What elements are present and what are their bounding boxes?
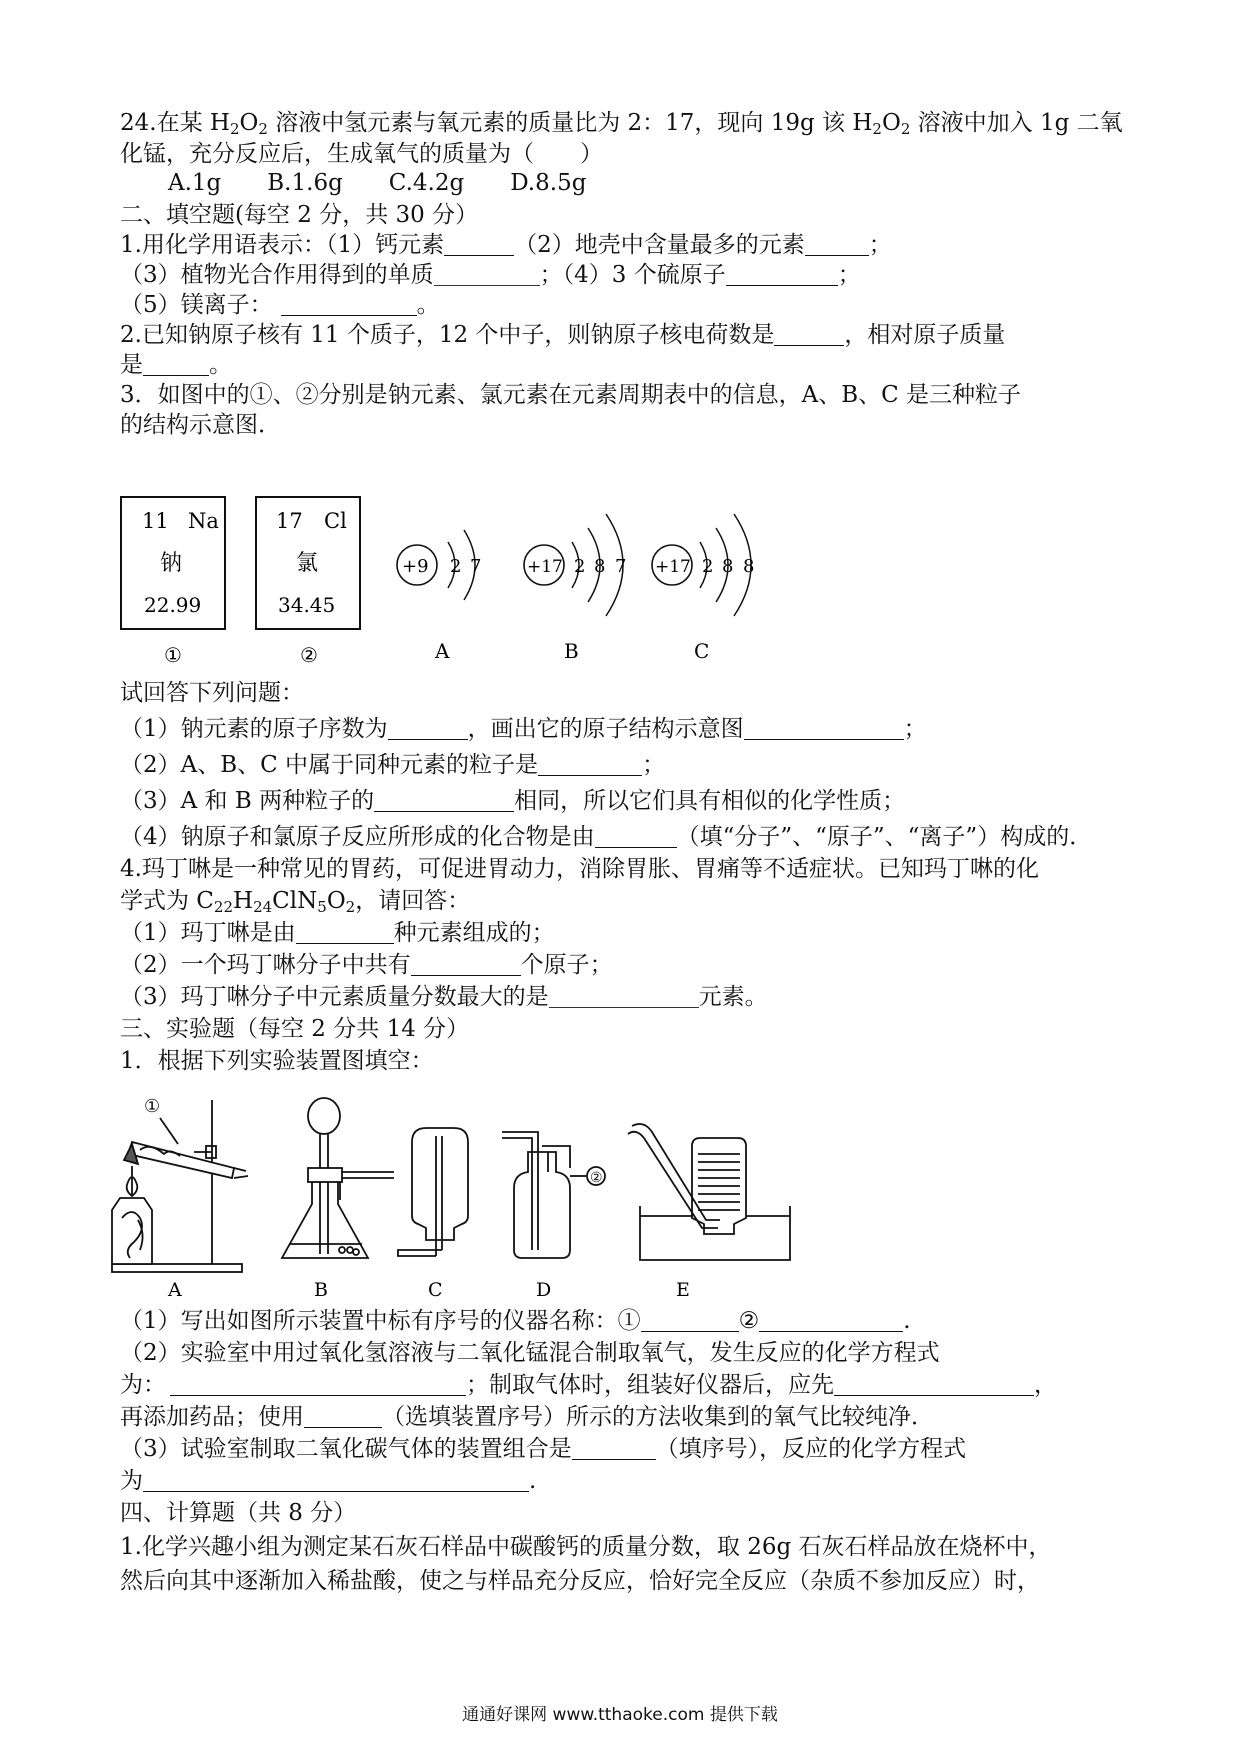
element-figure: [110, 490, 810, 670]
svg-text:C: C: [694, 639, 710, 663]
blank[interactable]: [641, 1307, 739, 1332]
blank[interactable]: [388, 715, 468, 740]
svg-text:2: 2: [450, 556, 462, 577]
svg-text:D: D: [536, 1279, 552, 1300]
svg-text:Cl: Cl: [324, 509, 347, 533]
s2-q3-sub1: （1）钠元素的原子序数为 ，画出它的原子结构示意图 ；: [120, 716, 927, 742]
s2-q3-line1: 3．如图中的①、②分别是钠元素、氯元素在元素周期表中的信息，A、B、C 是三种粒子: [120, 382, 1022, 408]
blank[interactable]: [726, 261, 838, 286]
svg-text:B: B: [314, 1279, 328, 1300]
q24-line2: 化锰，充分反应后，生成氧气的质量为（ ）: [120, 141, 603, 167]
blank[interactable]: [538, 751, 642, 776]
svg-text:+9: +9: [402, 556, 429, 577]
s2-q4-line1: 4.玛丁啉是一种常见的胃药，可促进胃动力，消除胃胀、胃痛等不适症状。已知玛丁啉的化: [120, 856, 1039, 882]
choice-a: A.1g: [168, 170, 222, 196]
s2-q4-sub3: （3）玛丁啉分子中元素质量分数最大的是 元素。: [120, 984, 768, 1010]
choice-c: C.4.2g: [388, 170, 465, 196]
section3-title: 三、实验题（每空 2 分共 14 分）: [120, 1016, 470, 1042]
blank[interactable]: [549, 983, 699, 1008]
q24-line1: 24.在某 $H_2O_2$ 溶液中氢元素与氧元素的质量比为 2：17，现向 19g 该 $H_2O_2$ 溶液中加入 1g 二氧: [120, 110, 1123, 138]
svg-text:C: C: [428, 1279, 443, 1300]
s3-sub3-line2: 为 .: [120, 1468, 537, 1494]
svg-text:+17: +17: [527, 557, 563, 577]
choice-d: D.8.5g: [510, 170, 587, 196]
svg-text:22.99: 22.99: [144, 593, 202, 617]
apparatus-b: [282, 1098, 394, 1258]
s2-q4-line2: 学式为 $C_{22}H_{24}ClN_5O_2$，请回答：: [120, 888, 471, 916]
blank[interactable]: [374, 787, 514, 812]
element-cell-na: [121, 497, 225, 667]
blank[interactable]: [774, 321, 844, 346]
s2-q4-sub1: （1）玛丁啉是由 种元素组成的；: [120, 920, 555, 946]
s2-q3-sub2: （2）A、B、C 中属于同种元素的粒子是 ；: [120, 752, 666, 778]
blank[interactable]: [434, 261, 540, 286]
svg-text:2: 2: [702, 556, 714, 577]
blank[interactable]: [744, 715, 904, 740]
s2-q2-line2: 是 。: [120, 352, 232, 378]
s3-sub3: （3）试验室制取二氧化碳气体的装置组合是 （填序号），反应的化学方程式: [120, 1436, 967, 1462]
blank[interactable]: [143, 351, 209, 376]
atom-diagram-a: [397, 530, 481, 663]
s2-q3-prompt: 试回答下列问题：: [120, 680, 304, 706]
s2-q2-line1: 2.已知钠原子核有 11 个质子，12 个中子，则钠原子核电荷数是 ，相对原子质量: [120, 322, 1006, 348]
svg-text:E: E: [676, 1279, 690, 1300]
apparatus-c: [398, 1128, 468, 1256]
apparatus-a: [112, 1096, 248, 1272]
blank[interactable]: [411, 951, 521, 976]
svg-text:7: 7: [470, 556, 482, 577]
blank[interactable]: [170, 1371, 466, 1396]
apparatus-e: [628, 1124, 790, 1260]
s3-q1-line: 1．根据下列实验装置图填空：: [120, 1048, 434, 1074]
s2-q1-line3: （5）镁离子： 。: [120, 292, 440, 318]
apparatus-figure: [110, 1090, 870, 1300]
element-cell-cl: [256, 497, 360, 667]
blank[interactable]: [143, 1467, 529, 1492]
svg-text:11: 11: [142, 509, 169, 533]
svg-text:Na: Na: [188, 509, 219, 533]
atom-diagram-c: [652, 514, 754, 663]
blank[interactable]: [759, 1307, 903, 1332]
svg-text:34.45: 34.45: [278, 593, 336, 617]
s2-q3-sub4: （4）钠原子和氯原子反应所形成的化合物是由 （填“分子”、“原子”、“离子”）构成的．: [120, 824, 1093, 850]
section4-title: 四、计算题（共 8 分）: [120, 1500, 357, 1526]
svg-text:+17: +17: [655, 557, 691, 577]
blank[interactable]: [444, 231, 514, 256]
atom-diagram-b: [524, 514, 626, 663]
s3-sub2-line2: 为： ；制取气体时，组装好仪器后，应先 ，: [120, 1372, 1057, 1398]
blank[interactable]: [296, 919, 394, 944]
s4-line2: 然后向其中逐渐加入稀盐酸，使之与样品充分反应，恰好完全反应（杂质不参加反应）时，: [120, 1568, 1040, 1594]
svg-text:①: ①: [164, 643, 182, 667]
apparatus-d: [502, 1132, 605, 1258]
svg-text:8: 8: [722, 556, 734, 577]
blank[interactable]: [834, 1371, 1034, 1396]
svg-text:A: A: [168, 1279, 182, 1300]
svg-text:B: B: [564, 639, 579, 663]
svg-text:7: 7: [615, 556, 627, 577]
section2-title: 二、填空题(每空 2 分，共 30 分）: [120, 202, 479, 228]
blank[interactable]: [595, 823, 677, 848]
blank[interactable]: [304, 1403, 382, 1428]
s3-sub2-line3: 再添加药品；使用 （选填装置序号）所示的方法收集到的氧气比较纯净．: [120, 1404, 934, 1430]
q24-choices: [168, 166, 1178, 200]
s2-q4-sub2: （2）一个玛丁啉分子中共有 个原子；: [120, 952, 613, 978]
svg-text:氯: 氯: [296, 551, 319, 576]
svg-text:②: ②: [300, 643, 318, 667]
svg-text:2: 2: [574, 556, 586, 577]
s2-q3-sub3: （3）A 和 B 两种粒子的 相同，所以它们具有相似的化学性质；: [120, 788, 906, 814]
svg-text:钠: 钠: [160, 551, 183, 576]
blank[interactable]: [805, 231, 869, 256]
svg-text:A: A: [435, 639, 450, 663]
svg-text:②: ②: [590, 1170, 603, 1186]
s3-sub2: （2）实验室中用过氧化氢溶液与二氧化锰混合制取氧气，发生反应的化学方程式: [120, 1340, 940, 1366]
svg-text:①: ①: [144, 1096, 161, 1117]
svg-text:17: 17: [276, 509, 303, 533]
blank[interactable]: [281, 291, 417, 316]
svg-text:8: 8: [743, 556, 755, 577]
choice-b: B.1.6g: [267, 170, 343, 196]
s4-line1: 1.化学兴趣小组为测定某石灰石样品中碳酸钙的质量分数，取 26g 石灰石样品放在烧杯中，: [120, 1534, 1052, 1560]
svg-text:8: 8: [594, 556, 606, 577]
footer-credit: 通通好课网 www.tthaoke.com 提供下载: [462, 1705, 778, 1725]
s2-q3-line2: 的结构示意图．: [120, 412, 281, 438]
s2-q1-line1: 1.用化学用语表示：（1）钙元素 （2）地壳中含量最多的元素 ；: [120, 232, 892, 258]
s3-sub1: （1）写出如图所示装置中标有序号的仪器名称：① ② .: [120, 1308, 911, 1334]
s2-q1-line2: （3）植物光合作用得到的单质 ；（4）3 个硫原子 ；: [120, 262, 861, 288]
blank[interactable]: [572, 1435, 656, 1460]
